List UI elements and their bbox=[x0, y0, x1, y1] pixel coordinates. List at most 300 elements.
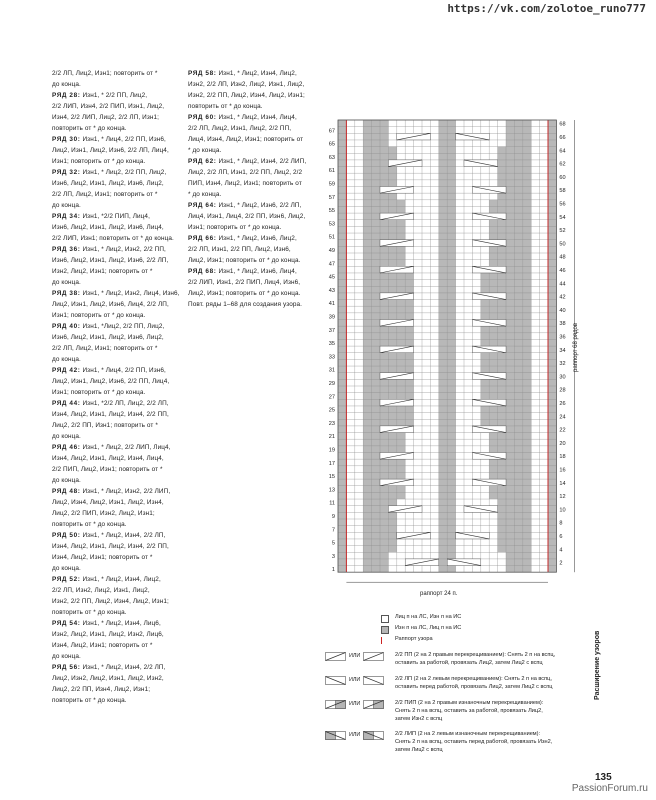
purl-cell bbox=[489, 413, 497, 420]
instruction-text: повторить от * до конца. bbox=[52, 697, 127, 704]
purl-cell bbox=[489, 273, 497, 280]
instruction-line bbox=[52, 475, 180, 486]
instruction-line bbox=[52, 365, 180, 376]
row-number-left: 25 bbox=[328, 407, 335, 414]
instruction-text: Лиц2, Изн1, Лиц2, Изн6, Лиц4, 2/2 ЛП, bbox=[52, 301, 169, 308]
purl-cell bbox=[498, 260, 506, 267]
purl-cell bbox=[380, 147, 388, 154]
instruction-line bbox=[52, 376, 180, 387]
purl-cell bbox=[388, 233, 396, 240]
grey-square-icon bbox=[381, 626, 389, 634]
instruction-line bbox=[52, 508, 180, 519]
instruction-line bbox=[52, 233, 180, 244]
row-number-right: 26 bbox=[559, 400, 566, 407]
instruction-line bbox=[52, 574, 180, 585]
red-line-icon bbox=[381, 637, 382, 644]
instruction-text: Изн6, Лиц2, Изн1, Лиц2, Изн6, 2/2 ЛП, bbox=[52, 257, 169, 264]
purl-cell bbox=[489, 326, 497, 333]
instruction-line bbox=[188, 299, 318, 310]
purl-cell bbox=[498, 220, 506, 227]
purl-cell bbox=[388, 486, 396, 493]
purl-cell bbox=[506, 406, 514, 413]
row-label: РЯД 64: bbox=[188, 202, 217, 209]
purl-cell bbox=[388, 459, 396, 466]
purl-cell bbox=[481, 286, 489, 293]
rapport-stitches-label: раппорт 24 п. bbox=[420, 591, 458, 597]
instruction-line bbox=[52, 464, 180, 475]
purl-cell bbox=[506, 353, 514, 360]
instruction-text: повторить от * до конца. bbox=[188, 103, 263, 110]
purl-cell bbox=[397, 286, 405, 293]
purl-cell bbox=[388, 167, 396, 174]
purl-cell bbox=[380, 499, 388, 506]
purl-cell bbox=[388, 492, 396, 499]
instruction-line bbox=[52, 420, 180, 431]
instruction-text: Изн4, 2/2 ЛИП, Лиц2, 2/2 ЛП, Изн1; bbox=[52, 114, 160, 121]
purl-cell bbox=[506, 419, 514, 426]
purl-cell bbox=[388, 220, 396, 227]
purl-cell bbox=[506, 293, 514, 300]
purl-cell bbox=[506, 399, 514, 406]
instruction-text: Изн1, * Лиц2, Изн4, Лиц2, bbox=[218, 70, 297, 77]
purl-cell bbox=[397, 333, 405, 340]
row-number-right: 12 bbox=[559, 494, 566, 501]
purl-cell bbox=[397, 406, 405, 413]
row-number-left: 3 bbox=[331, 553, 335, 560]
purl-cell bbox=[498, 147, 506, 154]
purl-cell bbox=[506, 187, 514, 194]
purl-cell bbox=[498, 173, 506, 180]
row-number-left: 7 bbox=[331, 527, 335, 534]
instruction-line bbox=[52, 563, 180, 574]
instruction-line bbox=[188, 68, 318, 79]
purl-cell bbox=[506, 532, 514, 539]
purl-cell bbox=[506, 379, 514, 386]
purl-cell bbox=[506, 167, 514, 174]
purl-cell bbox=[388, 499, 396, 506]
purl-cell bbox=[380, 160, 388, 167]
purl-cell bbox=[380, 220, 388, 227]
purl-cell bbox=[506, 226, 514, 233]
purl-cell bbox=[498, 386, 506, 393]
instruction-text: до конца. bbox=[52, 565, 81, 572]
instruction-line bbox=[52, 695, 180, 706]
purl-cell bbox=[380, 233, 388, 240]
row-number-left: 53 bbox=[328, 221, 335, 228]
purl-cell bbox=[380, 206, 388, 213]
instruction-text: повторить от * до конца. bbox=[52, 521, 127, 528]
instruction-line bbox=[52, 453, 180, 464]
purl-cell bbox=[498, 532, 506, 539]
purl-cell bbox=[489, 253, 497, 260]
purl-cell bbox=[380, 459, 388, 466]
purl-cell bbox=[489, 492, 497, 499]
instruction-text: Изн1, * Лиц2, Изн2, 2/2 ЛИП, bbox=[82, 488, 171, 495]
purl-cell bbox=[506, 280, 514, 287]
instruction-line bbox=[52, 288, 180, 299]
purl-cell bbox=[506, 526, 514, 533]
purl-cell bbox=[388, 260, 396, 267]
instruction-line bbox=[52, 640, 180, 651]
instruction-text: до конца. bbox=[52, 477, 81, 484]
purl-cell bbox=[388, 366, 396, 373]
purl-cell bbox=[498, 519, 506, 526]
purl-cell bbox=[397, 433, 405, 440]
instruction-line bbox=[52, 387, 180, 398]
row-number-left: 23 bbox=[328, 420, 335, 427]
instruction-line bbox=[52, 673, 180, 684]
purl-cell bbox=[405, 379, 413, 386]
purl-cell bbox=[388, 386, 396, 393]
instruction-line bbox=[188, 167, 318, 178]
row-number-left: 27 bbox=[328, 394, 335, 401]
purl-cell bbox=[489, 286, 497, 293]
instructions-column-1 bbox=[52, 68, 180, 706]
instruction-text: до конца. bbox=[52, 279, 81, 286]
purl-cell bbox=[397, 200, 405, 207]
purl-cell bbox=[380, 306, 388, 313]
purl-cell bbox=[489, 280, 497, 287]
instruction-text: Лиц2, Изн1, Лиц2, Изн6, 2/2 ПП, Лиц4, bbox=[52, 378, 170, 385]
row-number-left: 17 bbox=[328, 460, 335, 467]
instruction-text: Изн6, Лиц2, Изн1, Лиц2, Изн6, Лиц2, bbox=[52, 334, 164, 341]
row-number-right: 58 bbox=[559, 188, 566, 195]
row-number-right: 50 bbox=[559, 241, 566, 248]
row-number-right: 56 bbox=[559, 201, 566, 208]
instruction-line bbox=[52, 530, 180, 541]
instruction-text: Лиц2, Изн1; повторить от * до конца. bbox=[188, 290, 301, 297]
row-label: РЯД 48: bbox=[52, 488, 81, 495]
instruction-text: до конца. bbox=[52, 202, 81, 209]
instruction-text: Изн2, 2/2 ЛП, Изн2, Лиц2, Изн1, Лиц2, bbox=[188, 81, 305, 88]
purl-cell bbox=[498, 546, 506, 553]
purl-cell bbox=[380, 226, 388, 233]
purl-cell bbox=[388, 280, 396, 287]
purl-cell bbox=[397, 326, 405, 333]
purl-cell bbox=[489, 233, 497, 240]
purl-cell bbox=[506, 566, 514, 573]
row-label: РЯД 44: bbox=[52, 400, 81, 407]
instruction-line bbox=[52, 211, 180, 222]
purl-cell bbox=[388, 466, 396, 473]
purl-cell bbox=[380, 273, 388, 280]
purl-cell bbox=[498, 492, 506, 499]
instruction-text: 2/2 ЛП, Лиц2, Изн1; повторить от * bbox=[52, 191, 158, 198]
legend-cable-pip: ИЛИ 2/2 ПИП (2 на 2 правым изнаночным перекрещиванием): Снять 2 п на вспц, оставить за работой, провязать Лиц2, затем Изн2 с вспц bbox=[325, 700, 585, 731]
instruction-text: 2/2 ЛП, Лиц2, Изн1, Лиц2, 2/2 ПП, bbox=[188, 125, 292, 132]
instruction-line bbox=[52, 101, 180, 112]
instruction-text: Лиц2, Изн1; повторить от * до конца. bbox=[188, 257, 301, 264]
row-label: РЯД 66: bbox=[188, 235, 217, 242]
purl-cell bbox=[405, 326, 413, 333]
purl-cell bbox=[397, 459, 405, 466]
instruction-text: Изн1; повторить от * до конца. bbox=[52, 312, 146, 319]
row-number-left: 5 bbox=[331, 540, 335, 547]
instruction-line bbox=[52, 321, 180, 332]
row-number-right: 62 bbox=[559, 161, 566, 168]
row-number-left: 55 bbox=[328, 208, 335, 215]
purl-cell bbox=[489, 439, 497, 446]
purl-cell bbox=[506, 160, 514, 167]
purl-cell bbox=[380, 359, 388, 366]
purl-cell bbox=[498, 419, 506, 426]
purl-cell bbox=[380, 200, 388, 207]
purl-cell bbox=[498, 439, 506, 446]
row-number-right: 16 bbox=[559, 467, 566, 474]
instruction-line bbox=[52, 255, 180, 266]
purl-cell bbox=[388, 339, 396, 346]
purl-cell bbox=[388, 359, 396, 366]
purl-cell bbox=[397, 273, 405, 280]
row-number-right: 64 bbox=[559, 148, 566, 155]
instruction-line bbox=[52, 167, 180, 178]
instruction-line bbox=[188, 134, 318, 145]
instruction-line bbox=[52, 79, 180, 90]
row-number-left: 51 bbox=[328, 234, 335, 241]
purl-cell bbox=[498, 280, 506, 287]
purl-cell bbox=[481, 306, 489, 313]
row-number-right: 32 bbox=[559, 361, 566, 368]
purl-cell bbox=[397, 260, 405, 267]
row-number-right: 66 bbox=[559, 134, 566, 141]
purl-cell bbox=[481, 326, 489, 333]
purl-cell bbox=[498, 379, 506, 386]
instruction-text: до конца. bbox=[52, 653, 81, 660]
instruction-text: Изн2, Лиц2, Изн1; повторить от * bbox=[52, 268, 153, 275]
instruction-line bbox=[188, 101, 318, 112]
purl-cell bbox=[405, 273, 413, 280]
instruction-line bbox=[188, 288, 318, 299]
purl-cell bbox=[506, 300, 514, 307]
purl-cell bbox=[506, 200, 514, 207]
instruction-text: Изн1, * Лиц2, 2/2 ПП, Лиц2, bbox=[82, 169, 167, 176]
purl-cell bbox=[388, 246, 396, 253]
purl-cell bbox=[506, 366, 514, 373]
instruction-line bbox=[52, 596, 180, 607]
purl-cell bbox=[506, 260, 514, 267]
instruction-line bbox=[188, 145, 318, 156]
purl-cell bbox=[380, 552, 388, 559]
instruction-text: Изн1, * Лиц2, Изн4, 2/2 ЛП, bbox=[82, 532, 166, 539]
purl-cell bbox=[489, 339, 497, 346]
row-number-right: 48 bbox=[559, 254, 566, 261]
row-number-left: 31 bbox=[328, 367, 335, 374]
instruction-line bbox=[52, 310, 180, 321]
row-number-left: 47 bbox=[328, 261, 335, 268]
purl-cell bbox=[498, 506, 506, 513]
instruction-text: Лиц2, Изн1, Лиц2, Изн6, 2/2 ЛП, Лиц4, bbox=[52, 147, 169, 154]
purl-cell bbox=[380, 280, 388, 287]
instruction-text: Лиц2, Изн4, Лиц2, Изн1, Лиц2, Изн4, bbox=[52, 499, 164, 506]
purl-cell bbox=[481, 359, 489, 366]
instruction-text: Изн4, Лиц2, Изн1; повторить от * bbox=[52, 642, 153, 649]
white-square-icon bbox=[381, 615, 389, 623]
purl-cell bbox=[380, 512, 388, 519]
purl-cell bbox=[380, 532, 388, 539]
row-number-left: 33 bbox=[328, 354, 335, 361]
row-number-right: 44 bbox=[559, 281, 566, 288]
purl-cell bbox=[481, 393, 489, 400]
purl-cell bbox=[498, 433, 506, 440]
instruction-line bbox=[188, 255, 318, 266]
instruction-text: Изн2, 2/2 ПП, Лиц2, Изн4, Лиц2, Изн1; bbox=[188, 92, 305, 99]
instruction-text: Изн1, * Лиц2, Изн4, Лиц6, bbox=[82, 620, 161, 627]
purl-cell bbox=[380, 559, 388, 566]
source-url: https://vk.com/zolotoe_runo777 bbox=[447, 2, 646, 15]
purl-cell bbox=[405, 406, 413, 413]
instruction-text: Изн1; повторить от * до конца. bbox=[52, 389, 146, 396]
purl-cell bbox=[506, 466, 514, 473]
instruction-text: Изн1, * Лиц2, Изн6, Лиц4, bbox=[218, 268, 297, 275]
row-number-right: 38 bbox=[559, 321, 566, 328]
purl-cell bbox=[397, 472, 405, 479]
purl-cell bbox=[489, 393, 497, 400]
page-number: 135 bbox=[595, 772, 612, 783]
instruction-line bbox=[52, 431, 180, 442]
purl-cell bbox=[506, 206, 514, 213]
purl-cell bbox=[388, 539, 396, 546]
purl-cell bbox=[388, 180, 396, 187]
purl-cell bbox=[388, 306, 396, 313]
purl-cell bbox=[397, 339, 405, 346]
instruction-line bbox=[52, 222, 180, 233]
purl-cell bbox=[481, 386, 489, 393]
purl-cell bbox=[388, 379, 396, 386]
purl-cell bbox=[489, 333, 497, 340]
row-number-right: 34 bbox=[559, 347, 566, 354]
instruction-text: Изн1, * Лиц2, Изн4, 2/2 ЛИП, bbox=[218, 158, 307, 165]
purl-cell bbox=[506, 506, 514, 513]
purl-cell bbox=[380, 519, 388, 526]
purl-cell bbox=[489, 246, 497, 253]
purl-cell bbox=[380, 353, 388, 360]
instruction-line bbox=[52, 585, 180, 596]
purl-cell bbox=[388, 446, 396, 453]
purl-cell bbox=[506, 386, 514, 393]
forum-watermark: PassionForum.ru bbox=[571, 783, 648, 794]
purl-cell bbox=[405, 366, 413, 373]
row-number-right: 4 bbox=[559, 547, 563, 554]
instruction-text: до конца. bbox=[52, 356, 81, 363]
purl-cell bbox=[506, 266, 514, 273]
purl-cell bbox=[506, 413, 514, 420]
purl-cell bbox=[397, 233, 405, 240]
instruction-text: Изн1; повторить от * до конца. bbox=[52, 158, 146, 165]
purl-cell bbox=[498, 273, 506, 280]
purl-cell bbox=[489, 386, 497, 393]
purl-cell bbox=[380, 120, 388, 127]
instruction-text: Изн1, * Лиц2, Изн4, Лиц4, bbox=[218, 114, 297, 121]
legend-cable-lp: ИЛИ 2/2 ЛП (2 на 2 левым перекрещиванием): Снять 2 п на вспц, оставить перед работой, провязать Лиц2, затем Лиц2 с вспц bbox=[325, 676, 585, 700]
purl-cell bbox=[498, 339, 506, 346]
purl-cell bbox=[506, 246, 514, 253]
purl-cell bbox=[380, 526, 388, 533]
purl-cell bbox=[380, 133, 388, 140]
row-number-left: 41 bbox=[328, 301, 335, 308]
instruction-text: Изн1; повторить от * до конца. bbox=[188, 224, 282, 231]
row-label: РЯД 32: bbox=[52, 169, 81, 176]
purl-cell bbox=[405, 286, 413, 293]
instruction-text: Изн1, * Лиц2, Изн4, Лиц2, bbox=[82, 576, 161, 583]
purl-cell bbox=[388, 173, 396, 180]
instruction-line bbox=[188, 156, 318, 167]
row-label: РЯД 52: bbox=[52, 576, 81, 583]
row-number-left: 63 bbox=[328, 154, 335, 161]
row-number-right: 2 bbox=[559, 560, 563, 567]
instruction-line bbox=[52, 552, 180, 563]
purl-cell bbox=[489, 466, 497, 473]
purl-cell bbox=[481, 419, 489, 426]
purl-cell bbox=[388, 433, 396, 440]
purl-cell bbox=[380, 446, 388, 453]
row-number-left: 67 bbox=[328, 128, 335, 135]
purl-cell bbox=[405, 386, 413, 393]
row-number-right: 42 bbox=[559, 294, 566, 301]
purl-cell bbox=[405, 313, 413, 320]
purl-cell bbox=[380, 386, 388, 393]
purl-cell bbox=[481, 280, 489, 287]
instruction-line bbox=[188, 90, 318, 101]
purl-cell bbox=[405, 280, 413, 287]
purl-cell bbox=[388, 300, 396, 307]
instruction-line bbox=[52, 299, 180, 310]
purl-cell bbox=[506, 133, 514, 140]
purl-cell bbox=[388, 406, 396, 413]
purl-cell bbox=[489, 260, 497, 267]
purl-cell bbox=[481, 333, 489, 340]
instruction-text: Изн6, Лиц2, Изн1, Лиц2, Изн6, Лиц4, bbox=[52, 224, 164, 231]
instruction-line bbox=[52, 684, 180, 695]
instruction-text: Изн1, * 2/2 ПП, Лиц2, bbox=[82, 92, 148, 99]
purl-cell bbox=[405, 413, 413, 420]
purl-cell bbox=[397, 306, 405, 313]
instruction-line bbox=[52, 354, 180, 365]
purl-cell bbox=[380, 167, 388, 174]
purl-cell bbox=[489, 486, 497, 493]
purl-cell bbox=[388, 200, 396, 207]
row-number-left: 19 bbox=[328, 447, 335, 454]
row-number-right: 52 bbox=[559, 228, 566, 235]
row-number-right: 14 bbox=[559, 480, 566, 487]
instruction-line bbox=[52, 156, 180, 167]
instruction-line bbox=[52, 629, 180, 640]
instruction-text: Изн1, * Лиц4, 2/2 ПП, Изн6, bbox=[82, 136, 166, 143]
purl-cell bbox=[388, 206, 396, 213]
purl-cell bbox=[380, 366, 388, 373]
instruction-line bbox=[52, 134, 180, 145]
instruction-text: до конца. bbox=[52, 433, 81, 440]
instruction-text: Лиц4, Изн1, Лиц4, 2/2 ПП, Изн6, Лиц2, bbox=[188, 213, 306, 220]
purl-cell bbox=[498, 253, 506, 260]
purl-cell bbox=[498, 313, 506, 320]
instruction-line bbox=[52, 398, 180, 409]
row-number-left: 29 bbox=[328, 381, 335, 388]
purl-cell bbox=[388, 286, 396, 293]
row-number-left: 37 bbox=[328, 327, 335, 334]
purl-cell bbox=[380, 379, 388, 386]
row-number-left: 45 bbox=[328, 274, 335, 281]
instruction-line bbox=[188, 200, 318, 211]
instruction-text: Изн1, * Лиц2, Изн4, 2/2 ЛП, bbox=[82, 664, 166, 671]
purl-cell bbox=[506, 213, 514, 220]
purl-cell bbox=[481, 273, 489, 280]
instruction-text: Изн2, 2/2 ПП, Лиц2, Изн4, Лиц2, Изн1; bbox=[52, 598, 169, 605]
purl-cell bbox=[506, 446, 514, 453]
purl-cell bbox=[388, 353, 396, 360]
instruction-text: Изн1, *Лиц2, 2/2 ПП, Лиц2, bbox=[82, 323, 165, 330]
purl-cell bbox=[506, 286, 514, 293]
instruction-text: Изн1, *2/2 ПИП, Лиц4, bbox=[82, 213, 150, 220]
